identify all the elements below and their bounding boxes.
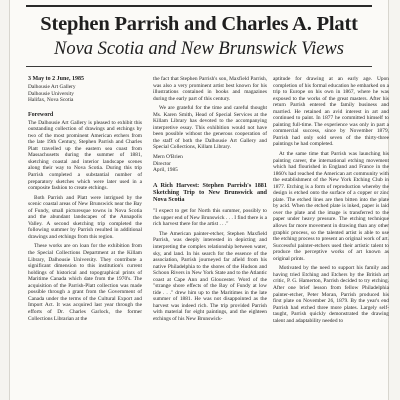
gallery-org: Dalhousie University	[28, 90, 74, 97]
page-subtitle: Nova Scotia and New Brunswick Views	[54, 39, 344, 59]
top-rule	[26, 5, 372, 7]
document-page	[9, 0, 389, 400]
signature-name: Mern O'Brien	[153, 154, 183, 161]
essay-heading: A Rich Harvest: Stephen Parrish's 1881 Sketching Trip to New Brunswick and Nova Scotia	[153, 181, 267, 204]
gallery-name: Dalhousie Art Gallery	[28, 84, 76, 90]
signature-date: April, 1985	[153, 167, 178, 174]
foreword-paragraph-5: We are grateful for the time and careful thought Ms. Karen Smith, Head of Special Services at the Killam Library has devoted to the accompanying interpretive essay. This exhibition would not have been possible without the generous cooperation of the staff of both the Dalhousie Art Gallery and Special Collections, Killam Library.	[153, 105, 267, 151]
foreword-paragraph-3: These works are on loan for the exhibition from the Special Collections Department at the Killam Library, Dalhousie University. They contribute a significant dimension to this institution's current holdings of historical and topographical prints of Maritime Canada which date from the 1970's. The acquisition of the Parrish-Platt collection was made possible through a grant from the Government of Canada under the terms of the Cultural Export and Import Act. It was acquired last year through the efforts of Dr. Charles Garlock, the former Collections Librarian at the	[28, 243, 142, 322]
foreword-heading: Foreword	[28, 111, 54, 118]
column-3	[273, 76, 389, 327]
essay-paragraph-1: The American painter-etcher, Stephen Maxfield Parrish, was deeply interested in depicting and interpreting the complex relationship between water, sky, and land. In his search for the essence of the association, Parrish journeyed far afield from his native Philadelphia to the shores of the Hudson and Schoon Rivers in New York State and to the Atlantic coast at Cape Ann and Gloucester. Word of the "strange shore effects of the Bay of Fundy at low tide . . ." drew him up to the Maritimes in the late summer of 1881. He was not disappointed as the harvest was indeed rich. The trip provided Parrish with material for eight paintings, and the eighteen etchings of his New Brunswick-	[153, 230, 267, 323]
essay-epigraph: "I expect to get for North this summer, possibly to the upper end of New Brunswick . . . I find there is a rich harvest there for the artist . . ."	[153, 208, 267, 228]
essay-paragraph-2: aptitude for drawing at an early age. Upon completion of his formal education he embarked on a trip to Europe on his own in 1867, where he was exposed to the works of the great masters. After his return Parrish entered the family business and married. He retained an avid interest in art and continued to paint. In 1877 he committed himself to painting full-time. The experience was only in part a commercial success, since by November 1879, Parrish had only sold seven of the thirty-three paintings he had completed.	[273, 76, 389, 148]
gallery-city: Halifax, Nova Scotia	[28, 97, 74, 104]
page-title: Stephen Parrish and Charles A. Platt	[40, 13, 358, 35]
essay-paragraph-4: Motivated by the need to support his family and having tried Etching and Etchers by the British art critic, P. G. Hamerton, Parrish decided to try etching. After one brief lesson from fellow Philadelphia painter-etcher, Peter Moran, Parrish produced his first plate on November 26, 1879. By the year's end Parrish had etched three more plates. Largely self-taught, Parrish quickly demonstrated the drawing talent and adaptability needed to	[273, 265, 389, 324]
header-rule	[26, 66, 372, 67]
exhibition-dates: 3 May to 2 June, 1985	[28, 76, 84, 82]
spacer	[28, 104, 142, 112]
column-2	[153, 76, 267, 326]
foreword-paragraph-4: the fact that Stephen Parrish's son, Maxfield Parrish, was also a very prominent artist best known for his illustrations contained in books and magazines during the early part of this century.	[153, 76, 267, 102]
essay-paragraph-3: At the same time that Parrish was launching his painting career, the international etching movement which had flourished in England and France in the 1860's had reached the American art community with the establishment of the New York Etching Club in 1877. Etching is a form of reproduction whereby the design is etched onto the surface of a copper or zinc plate. The etched lines are then bitten into the plate by acid. When the etched plate is inked, paper is laid over the plate and the image is transferred to the paper under heavy pressure. The etching technique allows far more movement in drawing than any other graphic process, so the talented artist is able to use the etching process to present an original work of art. Successful painter-etchers used their artistic talent to produce the perceptive works of art known as original prints.	[273, 151, 389, 262]
foreword-paragraph-2: Both Parrish and Platt were intrigued by the scenic coastal areas of New Brunswick near the Bay of Fundy, small picturesque towns in Nova Scotia and the abundant landscapes of the Annapolis Valley. A second sketching trip completed the following summer by Parrish resulted in additional drawings and etchings from this region.	[28, 194, 142, 240]
signature-title: Director	[153, 160, 171, 167]
foreword-paragraph-1: The Dalhousie Art Gallery is pleased to exhibit this outstanding collection of drawings and etchings by two of the most prominent American etchers from the late 19th Century, Stephen Parrish and Charles Platt travelled up the eastern sea coast from Massachusetts during the summer of 1881, sketching coastal and interior landscape scenes along their way to Nova Scotia. During this trip Parrish completed a substantial number of preparatory sketches which were later used in a composite fashion to create etchings.	[28, 119, 142, 192]
column-1	[28, 76, 142, 325]
